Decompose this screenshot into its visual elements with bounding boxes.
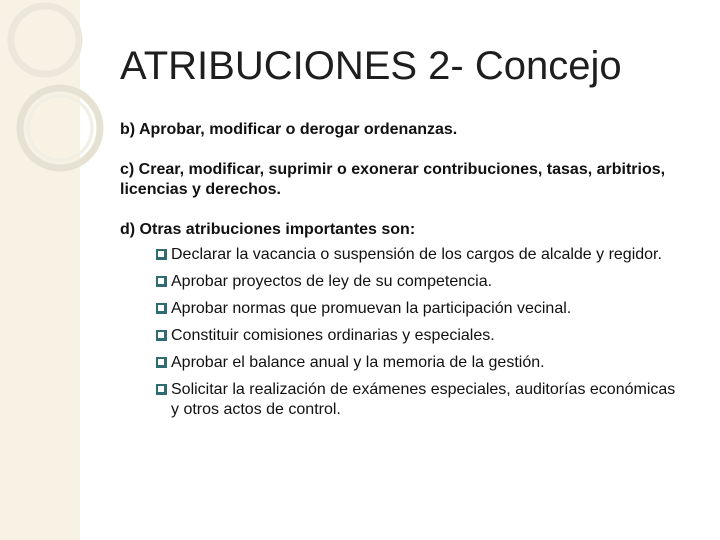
square-bullet-icon (156, 276, 168, 288)
paragraph-b: b) Aprobar, modificar o derogar ordenanzas. (120, 121, 458, 138)
square-bullet-icon (156, 384, 168, 396)
slide-content (120, 120, 680, 427)
list-item (156, 272, 680, 292)
list-item (156, 299, 680, 319)
square-bullet-icon (156, 357, 168, 369)
list-item (156, 326, 680, 346)
square-bullet-icon (156, 249, 168, 261)
list-item-text: Declarar la vacancia o suspensión de los cargos de alcalde y regidor. (171, 246, 662, 263)
list-item-text: Aprobar el balance anual y la memoria de la gestión. (171, 354, 545, 371)
square-bullet-icon (156, 303, 168, 315)
square-bullet-icon (156, 330, 168, 342)
list-item-text: Constituir comisiones ordinarias y especiales. (171, 327, 495, 344)
paragraph-d: d) Otras atribuciones importantes son: (120, 221, 416, 238)
list-item-text: Solicitar la realización de exámenes especiales, auditorías económicas y otros actos de control. (171, 381, 676, 418)
list-item-text: Aprobar proyectos de ley de su competencia. (171, 273, 493, 290)
list-item (156, 380, 680, 420)
paragraph-c: c) Crear, modificar, suprimir o exonerar contribuciones, tasas, arbitrios, licencias y derechos. (120, 161, 666, 198)
slide-title: ATRIBUCIONES 2- Concejo (120, 44, 622, 88)
list-item (156, 245, 680, 265)
list-item (156, 353, 680, 373)
list-item-text: Aprobar normas que promuevan la participación vecinal. (171, 300, 572, 317)
attributions-list (120, 245, 680, 420)
